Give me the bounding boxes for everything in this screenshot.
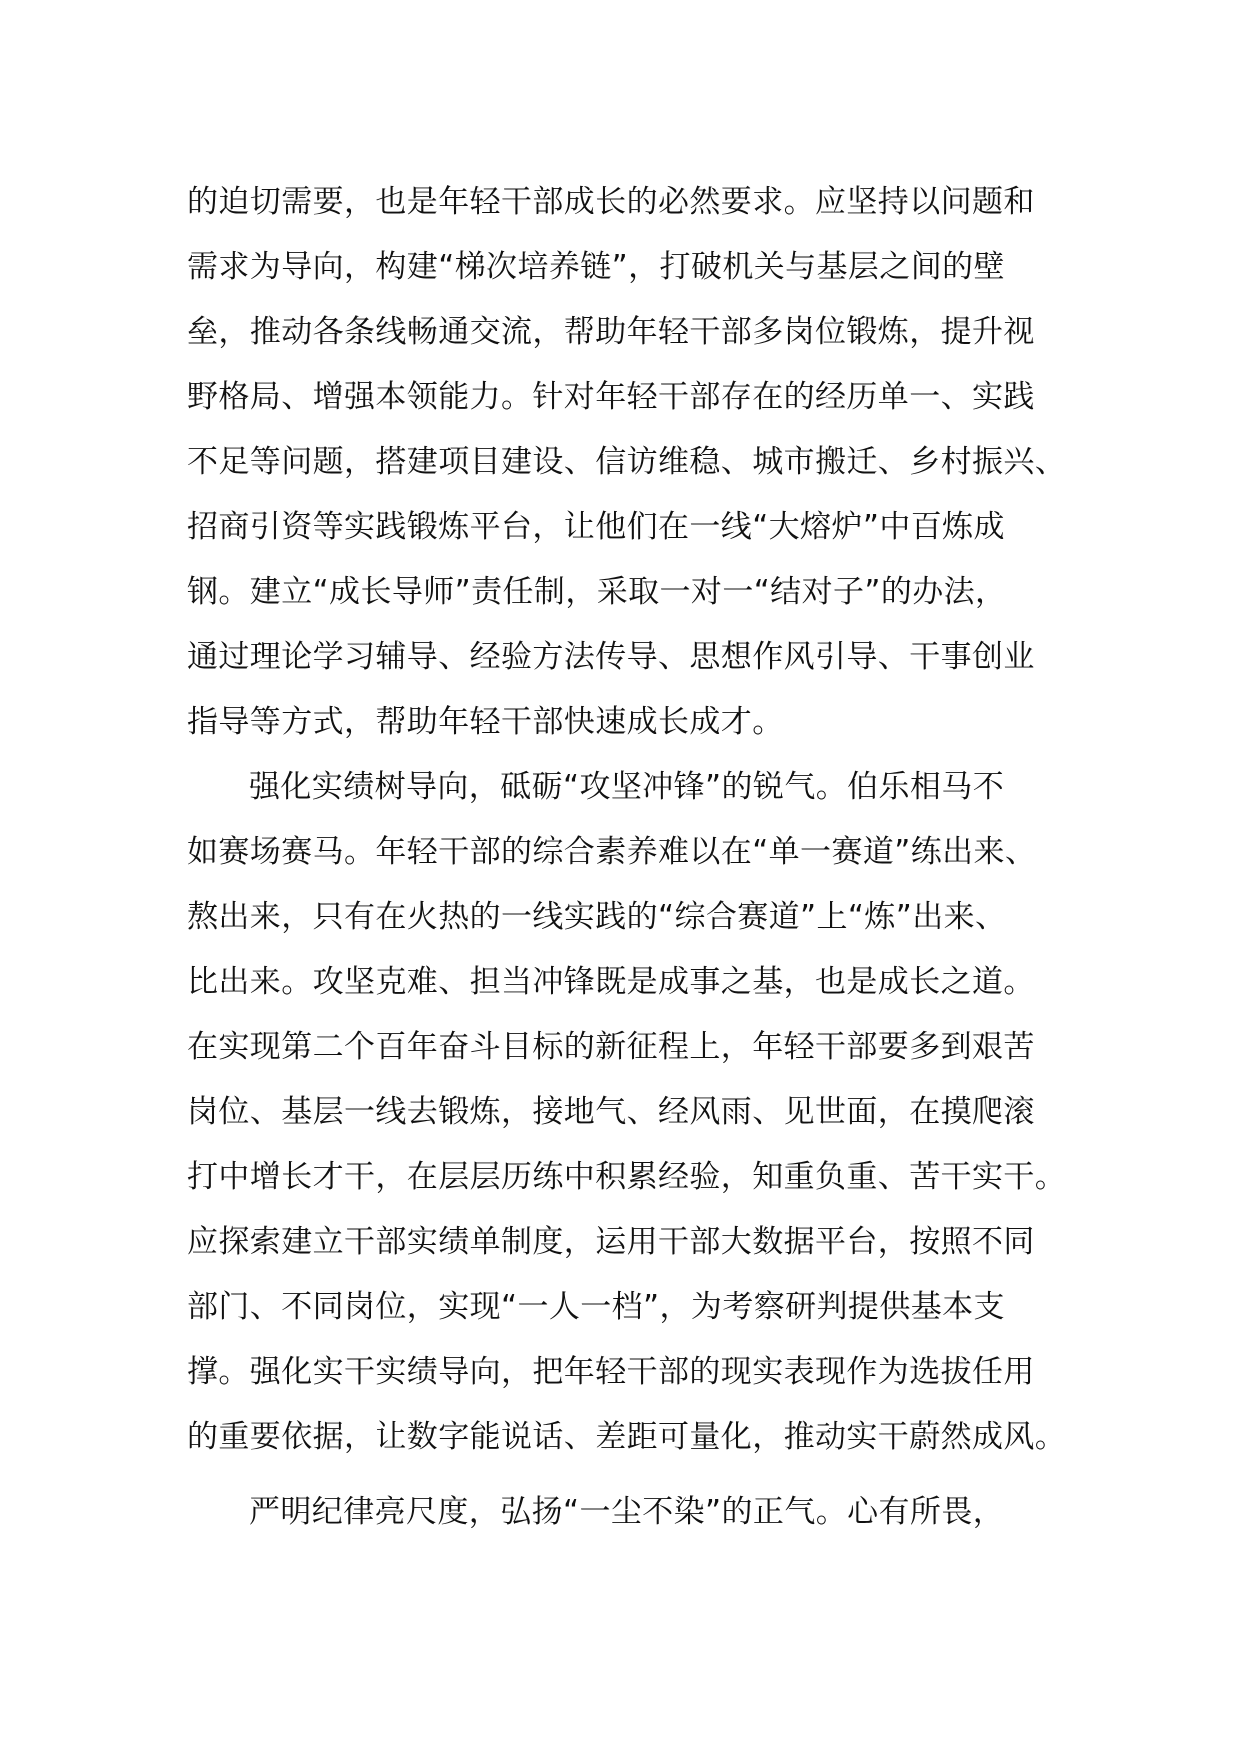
document-body <box>187 170 1087 1545</box>
text-line: 的迫切需要，也是年轻干部成长的必然要求。应坚持以问题和 <box>187 184 1035 220</box>
text-line: 比出来。攻坚克难、担当冲锋既是成事之基，也是成长之道。 <box>187 964 1035 1000</box>
text-line: 应探索建立干部实绩单制度，运用干部大数据平台，按照不同 <box>187 1224 1035 1260</box>
text-line: 指导等方式，帮助年轻干部快速成长成才。 <box>187 704 784 740</box>
text-line: 需求为导向，构建“梯次培养链”，打破机关与基层之间的壁 <box>187 249 1005 285</box>
paragraph-3 <box>187 1480 1087 1545</box>
text-line: 在实现第二个百年奋斗目标的新征程上，年轻干部要多到艰苦 <box>187 1029 1035 1065</box>
text-line: 部门、不同岗位，实现“一人一档”，为考察研判提供基本支 <box>187 1289 1005 1325</box>
text-line: 的重要依据，让数字能说话、差距可量化，推动实干蔚然成风。 <box>187 1419 1067 1455</box>
text-line: 熬出来，只有在火热的一线实践的“综合赛道”上“炼”出来、 <box>187 899 1007 935</box>
text-line: 岗位、基层一线去锻炼，接地气、经风雨、见世面，在摸爬滚 <box>187 1094 1035 1130</box>
text-line: 撑。强化实干实绩导向，把年轻干部的现实表现作为选拔任用 <box>187 1354 1035 1390</box>
text-line: 通过理论学习辅导、经验方法传导、思想作风引导、干事创业 <box>187 639 1035 675</box>
text-line: 如赛场赛马。年轻干部的综合素养难以在“单一赛道”练出来、 <box>187 834 1037 870</box>
paragraph-2 <box>187 755 1087 1470</box>
text-line: 钢。建立“成长导师”责任制，采取一对一“结对子”的办法， <box>187 574 1007 610</box>
text-line: 不足等问题，搭建项目建设、信访维稳、城市搬迁、乡村振兴、 <box>187 444 1067 480</box>
text-line: 严明纪律亮尺度，弘扬“一尘不染”的正气。心有所畏， <box>249 1494 1005 1530</box>
text-line: 强化实绩树导向，砥砺“攻坚冲锋”的锐气。伯乐相马不 <box>249 769 1005 805</box>
text-line: 野格局、增强本领能力。针对年轻干部存在的经历单一、实践 <box>187 379 1035 415</box>
text-line: 垒，推动各条线畅通交流，帮助年轻干部多岗位锻炼，提升视 <box>187 314 1035 350</box>
text-line: 招商引资等实践锻炼平台，让他们在一线“大熔炉”中百炼成 <box>187 509 1005 545</box>
text-line: 打中增长才干，在层层历练中积累经验，知重负重、苦干实干。 <box>187 1159 1067 1195</box>
paragraph-1 <box>187 170 1087 755</box>
